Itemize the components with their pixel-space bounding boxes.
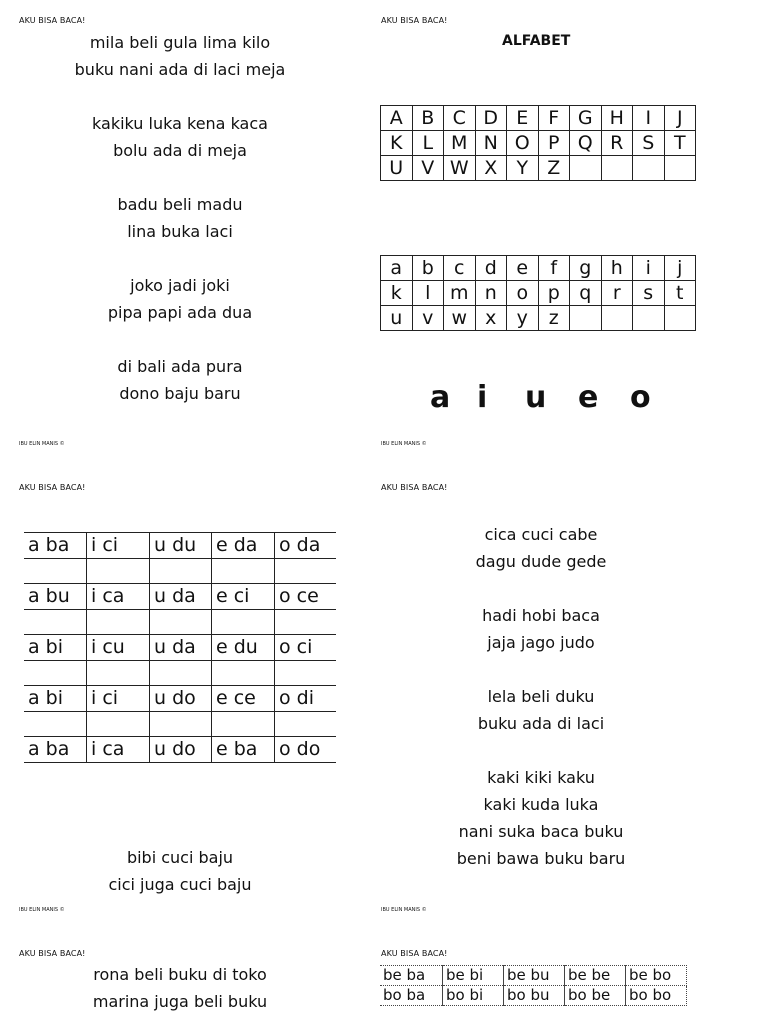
- letter-cell: n: [475, 281, 507, 306]
- syllable-row: [24, 584, 336, 610]
- syllable-cell: [275, 558, 337, 584]
- syllable-cell: a bi: [24, 686, 87, 712]
- alphabet-row: [381, 131, 696, 156]
- letter-cell: P: [538, 131, 570, 156]
- alphabet-row: [381, 256, 696, 281]
- syllable-cell: be ba: [380, 966, 443, 986]
- syllable-cell: a ba: [24, 737, 87, 763]
- letter-cell: y: [507, 306, 539, 331]
- letter-cell: J: [664, 106, 696, 131]
- poem-line: jaja jago judo: [487, 633, 595, 652]
- letter-cell: f: [538, 256, 570, 281]
- syllable-cell: o da: [275, 533, 337, 559]
- syllable-cell: be bu: [504, 966, 565, 986]
- letter-cell: [601, 156, 633, 181]
- syllable-cell: [212, 660, 275, 686]
- syllable-cell: [87, 711, 150, 737]
- letter-cell: F: [538, 106, 570, 131]
- poem-line: badu beli madu: [117, 195, 243, 214]
- vowels-row: [0, 380, 768, 420]
- poem-line: buku ada di laci: [477, 714, 605, 733]
- poem-line: cici juga cuci baju: [108, 875, 252, 894]
- poem-line: kakiku luka kena kaca: [92, 114, 268, 133]
- letter-cell: S: [633, 131, 665, 156]
- syllable-cell: bo be: [565, 986, 626, 1006]
- letter-cell: T: [664, 131, 696, 156]
- letter-cell: [664, 156, 696, 181]
- letter-cell: O: [507, 131, 539, 156]
- letter-cell: [664, 306, 696, 331]
- syllable-cell: [24, 558, 87, 584]
- poem-line: kaki kuda luka: [483, 795, 599, 814]
- alphabet-title: ALFABET: [502, 33, 571, 49]
- syllable-cell: i ci: [87, 686, 150, 712]
- letter-cell: z: [538, 306, 570, 331]
- letter-cell: R: [601, 131, 633, 156]
- vowel-letter: i: [477, 380, 488, 415]
- letter-cell: w: [444, 306, 476, 331]
- syllable-cell: [212, 609, 275, 635]
- poem-line: buku nani ada di laci meja: [74, 60, 286, 79]
- letter-cell: G: [570, 106, 602, 131]
- poem-line: beni bawa buku baru: [456, 849, 626, 868]
- poem-line: lela beli duku: [487, 687, 595, 706]
- letter-cell: M: [444, 131, 476, 156]
- syllable-cell: o ce: [275, 584, 337, 610]
- syllable-row: [24, 686, 336, 712]
- alphabet-row: [381, 306, 696, 331]
- letter-cell: I: [633, 106, 665, 131]
- syllable-row: [24, 558, 336, 584]
- syllable-cell: i ca: [87, 584, 150, 610]
- letter-cell: r: [601, 281, 633, 306]
- letter-cell: E: [507, 106, 539, 131]
- stanza-gap: [401, 737, 681, 764]
- letter-cell: [633, 156, 665, 181]
- syllable-cell: bo bo: [626, 986, 687, 1006]
- syllable-row: [380, 966, 687, 986]
- panel-5-header: AKU BISA BACA!: [19, 949, 86, 958]
- syllable-cell: e da: [212, 533, 275, 559]
- syllable-cell: o ci: [275, 635, 337, 661]
- letter-cell: Y: [507, 156, 539, 181]
- stanza-gap: [401, 575, 681, 602]
- syllable-cell: a bi: [24, 635, 87, 661]
- syllable-cell: [275, 711, 337, 737]
- syllable-cell: e ce: [212, 686, 275, 712]
- syllable-cell: [24, 609, 87, 635]
- letter-cell: d: [475, 256, 507, 281]
- vowel-letter: u: [525, 380, 547, 415]
- poem-line: bibi cuci baju: [126, 848, 234, 867]
- syllable-cell: i ci: [87, 533, 150, 559]
- letter-cell: m: [444, 281, 476, 306]
- letter-cell: c: [444, 256, 476, 281]
- syllable-cell: e ci: [212, 584, 275, 610]
- stanza-gap: [40, 83, 320, 110]
- panel-3-poem: [40, 844, 320, 898]
- letter-cell: b: [412, 256, 444, 281]
- syllable-cell: [87, 558, 150, 584]
- syllable-cell: i ca: [87, 737, 150, 763]
- syllable-cell: be bo: [626, 966, 687, 986]
- stanza-gap: [40, 164, 320, 191]
- stanza-gap: [401, 656, 681, 683]
- stanza-gap: [40, 326, 320, 353]
- letter-cell: W: [444, 156, 476, 181]
- syllable-row: [24, 609, 336, 635]
- syllable-row: [24, 737, 336, 763]
- syllable-cell: a bu: [24, 584, 87, 610]
- poem-line: cica cuci cabe: [484, 525, 598, 544]
- poem-line: bolu ada di meja: [113, 141, 247, 160]
- syllable-cell: u do: [150, 686, 212, 712]
- letter-cell: D: [475, 106, 507, 131]
- syllable-row: [24, 533, 336, 559]
- letter-cell: p: [538, 281, 570, 306]
- syllable-cell: [275, 660, 337, 686]
- poem-line: hadi hobi baca: [482, 606, 600, 625]
- syllable-row: [24, 660, 336, 686]
- syllable-cell: i cu: [87, 635, 150, 661]
- poem-line: dagu dude gede: [475, 552, 607, 571]
- letter-cell: k: [381, 281, 413, 306]
- letter-cell: u: [381, 306, 413, 331]
- syllable-cell: be bi: [443, 966, 504, 986]
- letter-cell: K: [381, 131, 413, 156]
- letter-cell: a: [381, 256, 413, 281]
- syllable-cell: [87, 660, 150, 686]
- syllable-cell: u da: [150, 584, 212, 610]
- syllable-cell: [212, 558, 275, 584]
- letter-cell: X: [475, 156, 507, 181]
- syllable-cell: [150, 558, 212, 584]
- alphabet-row: [381, 106, 696, 131]
- panel-1-footer: IBU ELIN MANIS ©: [19, 441, 65, 447]
- letter-cell: [570, 156, 602, 181]
- letter-cell: e: [507, 256, 539, 281]
- syllable-cell: [150, 660, 212, 686]
- panel-3-footer: IBU ELIN MANIS ©: [19, 907, 65, 913]
- panel-4-footer: IBU ELIN MANIS ©: [381, 907, 427, 913]
- syllable-cell: [150, 609, 212, 635]
- lowercase-alphabet-table: [380, 255, 696, 331]
- letter-cell: Z: [538, 156, 570, 181]
- poem-line: di bali ada pura: [117, 357, 243, 376]
- alphabet-row: [381, 281, 696, 306]
- letter-cell: B: [412, 106, 444, 131]
- letter-cell: q: [570, 281, 602, 306]
- syllable-table: [24, 532, 336, 763]
- syllable-cell: [24, 711, 87, 737]
- letter-cell: j: [664, 256, 696, 281]
- syllable-cell: e ba: [212, 737, 275, 763]
- letter-cell: l: [412, 281, 444, 306]
- syllable-cell: bo ba: [380, 986, 443, 1006]
- vowel-letter: o: [630, 380, 651, 415]
- letter-cell: s: [633, 281, 665, 306]
- alphabet-row: [381, 156, 696, 181]
- panel-2-footer: IBU ELIN MANIS ©: [381, 441, 427, 447]
- syllable-cell: bo bi: [443, 986, 504, 1006]
- syllable-cell: [212, 711, 275, 737]
- syllable-cell: o di: [275, 686, 337, 712]
- syllable-cell: e du: [212, 635, 275, 661]
- syllable-row: [24, 711, 336, 737]
- letter-cell: C: [444, 106, 476, 131]
- poem-line: pipa papi ada dua: [107, 303, 253, 322]
- syllable-cell: bo bu: [504, 986, 565, 1006]
- poem-line: joko jadi joki: [130, 276, 230, 295]
- poem-line: nani suka baca buku: [458, 822, 624, 841]
- syllable-cell: a ba: [24, 533, 87, 559]
- poem-line: rona beli buku di toko: [93, 965, 267, 984]
- syllable-cell: [87, 609, 150, 635]
- letter-cell: o: [507, 281, 539, 306]
- letter-cell: v: [412, 306, 444, 331]
- letter-cell: t: [664, 281, 696, 306]
- letter-cell: x: [475, 306, 507, 331]
- letter-cell: h: [601, 256, 633, 281]
- letter-cell: N: [475, 131, 507, 156]
- panel-1-poem: [40, 29, 320, 407]
- panel-6-header: AKU BISA BACA!: [381, 949, 448, 958]
- syllable-row: [24, 635, 336, 661]
- stanza-gap: [40, 245, 320, 272]
- syllable-row: [380, 986, 687, 1006]
- letter-cell: i: [633, 256, 665, 281]
- poem-line: dono baju baru: [119, 384, 241, 403]
- letter-cell: L: [412, 131, 444, 156]
- vowel-letter: e: [578, 380, 599, 415]
- syllable-cell: [150, 711, 212, 737]
- syllable-cell: u du: [150, 533, 212, 559]
- syllable-cell: u da: [150, 635, 212, 661]
- panel-5-poem: [40, 961, 320, 1015]
- syllable-cell: [275, 609, 337, 635]
- panel-4-poem: [401, 521, 681, 872]
- poem-line: marina juga beli buku: [92, 992, 268, 1011]
- panel-2-header: AKU BISA BACA!: [381, 16, 448, 25]
- be-syllable-table: [380, 965, 687, 1006]
- letter-cell: Q: [570, 131, 602, 156]
- poem-line: mila beli gula lima kilo: [89, 33, 271, 52]
- letter-cell: [570, 306, 602, 331]
- letter-cell: H: [601, 106, 633, 131]
- panel-4-header: AKU BISA BACA!: [381, 483, 448, 492]
- panel-1-header: AKU BISA BACA!: [19, 16, 86, 25]
- poem-line: lina buka laci: [127, 222, 233, 241]
- vowel-letter: a: [430, 380, 451, 415]
- letter-cell: U: [381, 156, 413, 181]
- letter-cell: [601, 306, 633, 331]
- letter-cell: g: [570, 256, 602, 281]
- syllable-cell: be be: [565, 966, 626, 986]
- letter-cell: [633, 306, 665, 331]
- syllable-cell: u do: [150, 737, 212, 763]
- letter-cell: A: [381, 106, 413, 131]
- uppercase-alphabet-table: [380, 105, 696, 181]
- poem-line: kaki kiki kaku: [487, 768, 595, 787]
- syllable-cell: [24, 660, 87, 686]
- letter-cell: V: [412, 156, 444, 181]
- syllable-cell: o do: [275, 737, 337, 763]
- panel-3-header: AKU BISA BACA!: [19, 483, 86, 492]
